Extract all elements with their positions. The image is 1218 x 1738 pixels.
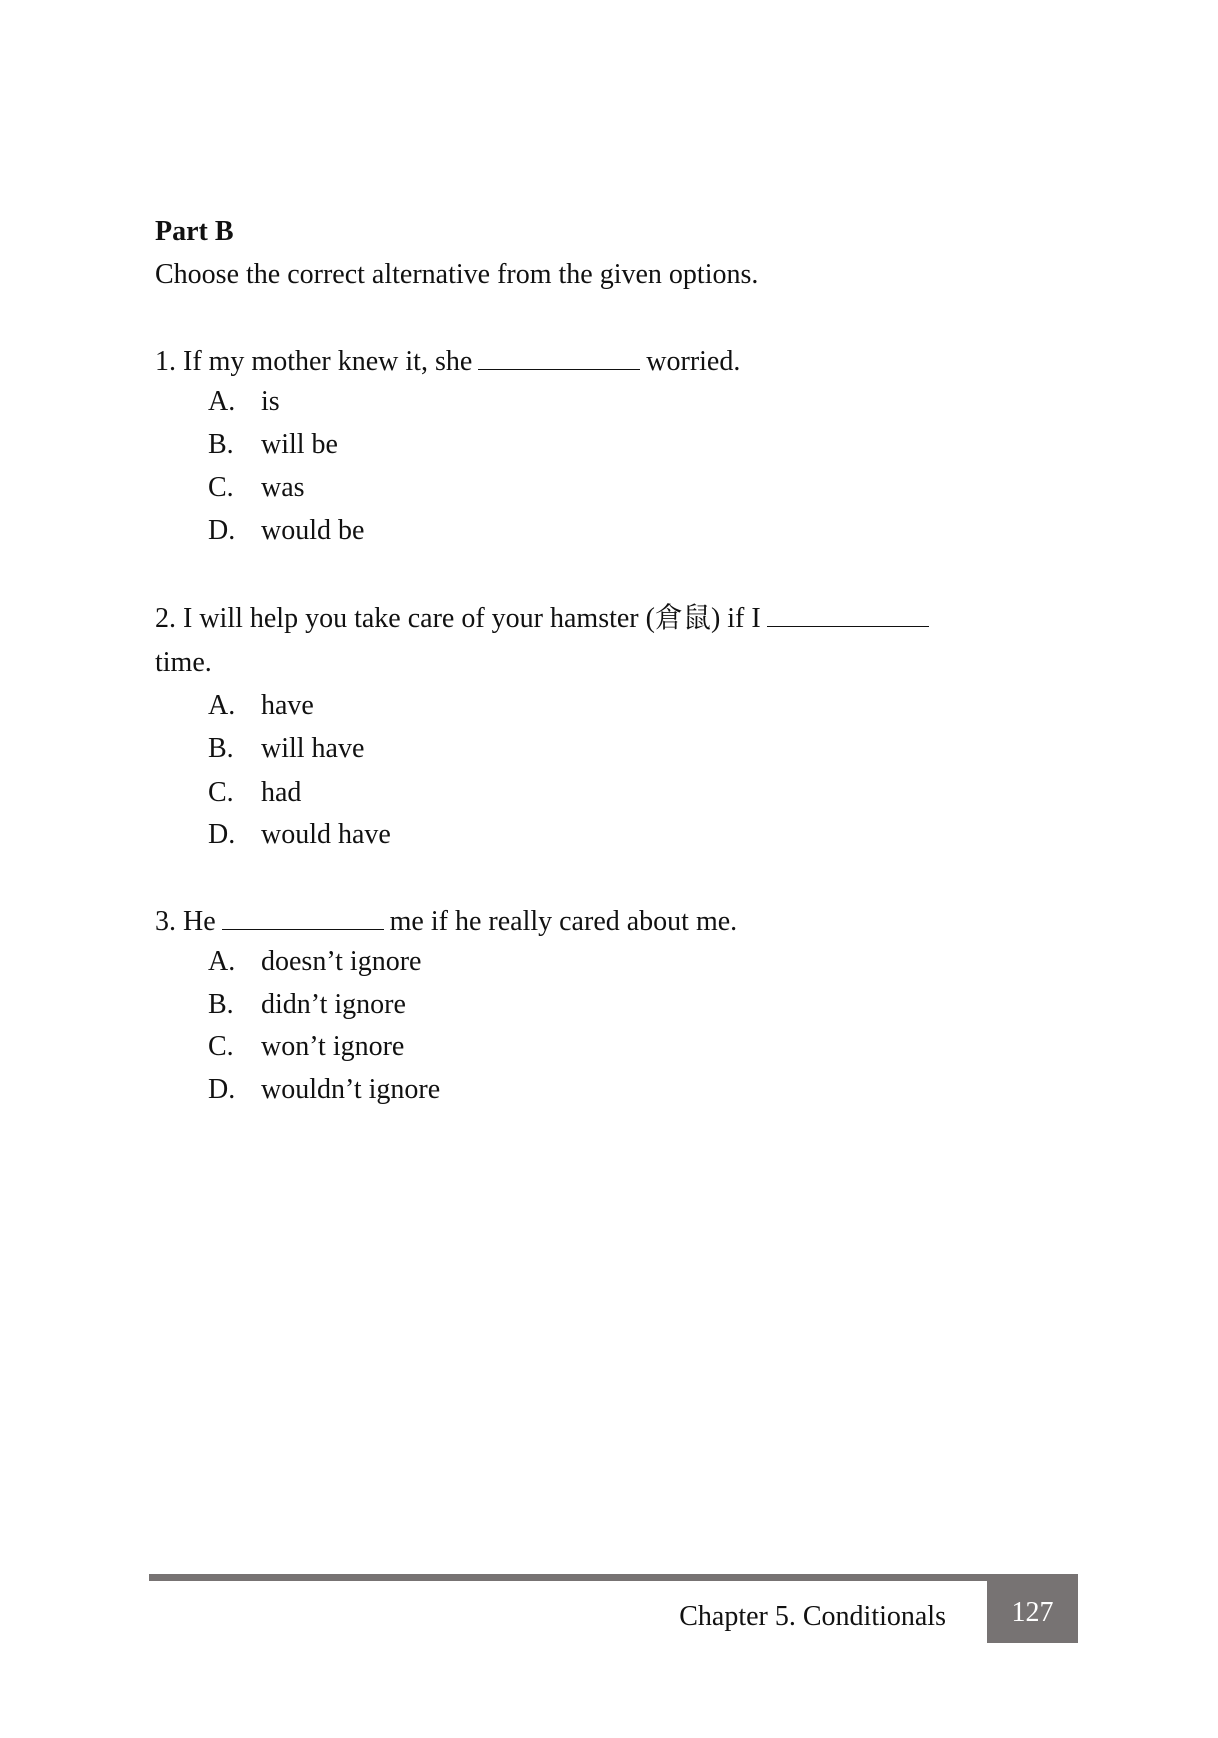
option-letter: B. (208, 989, 234, 1020)
footer-rule (149, 1574, 1078, 1581)
option-text: had (261, 777, 302, 808)
question-text-end: worried. (646, 346, 741, 377)
option-text: won’t ignore (261, 1031, 405, 1062)
answer-blank (478, 343, 640, 370)
option-text: doesn’t ignore (261, 946, 422, 977)
question-text-end: me if he really cared about me. (389, 906, 738, 937)
option-text: is (261, 386, 280, 417)
instruction: Choose the correct alternative from the given options. (155, 259, 759, 290)
answer-blank (222, 903, 384, 930)
option-text: was (261, 472, 305, 503)
option-text: didn’t ignore (261, 989, 406, 1020)
option-letter: A. (208, 946, 236, 977)
question-3 (155, 903, 737, 939)
page-number: 127 (1011, 1597, 1054, 1628)
question-1 (155, 343, 740, 379)
option-text: have (261, 690, 314, 721)
option-text: will be (261, 429, 338, 460)
option-text: would be (261, 515, 365, 546)
option-letter: C. (208, 1031, 234, 1062)
option-letter: A. (208, 690, 236, 721)
option-letter: C. (208, 777, 234, 808)
option-letter: D. (208, 1074, 236, 1105)
option-letter: A. (208, 386, 236, 417)
question-2 (155, 600, 935, 636)
section-title: Part B (155, 216, 234, 247)
option-letter: C. (208, 472, 234, 503)
option-letter: B. (208, 429, 234, 460)
answer-blank (767, 600, 929, 627)
option-letter: B. (208, 733, 234, 764)
option-text: will have (261, 733, 365, 764)
option-text: would have (261, 819, 391, 850)
chapter-title: Chapter 5. Conditionals (679, 1601, 946, 1632)
question-text: 2. I will help you take care of your hamster (倉鼠) if I (155, 603, 761, 634)
option-letter: D. (208, 819, 236, 850)
question-text: 1. If my mother knew it, she (155, 346, 473, 377)
option-letter: D. (208, 515, 236, 546)
option-text: wouldn’t ignore (261, 1074, 441, 1105)
question-2-continuation: time. (155, 647, 212, 678)
question-text: 3. He (155, 906, 216, 937)
